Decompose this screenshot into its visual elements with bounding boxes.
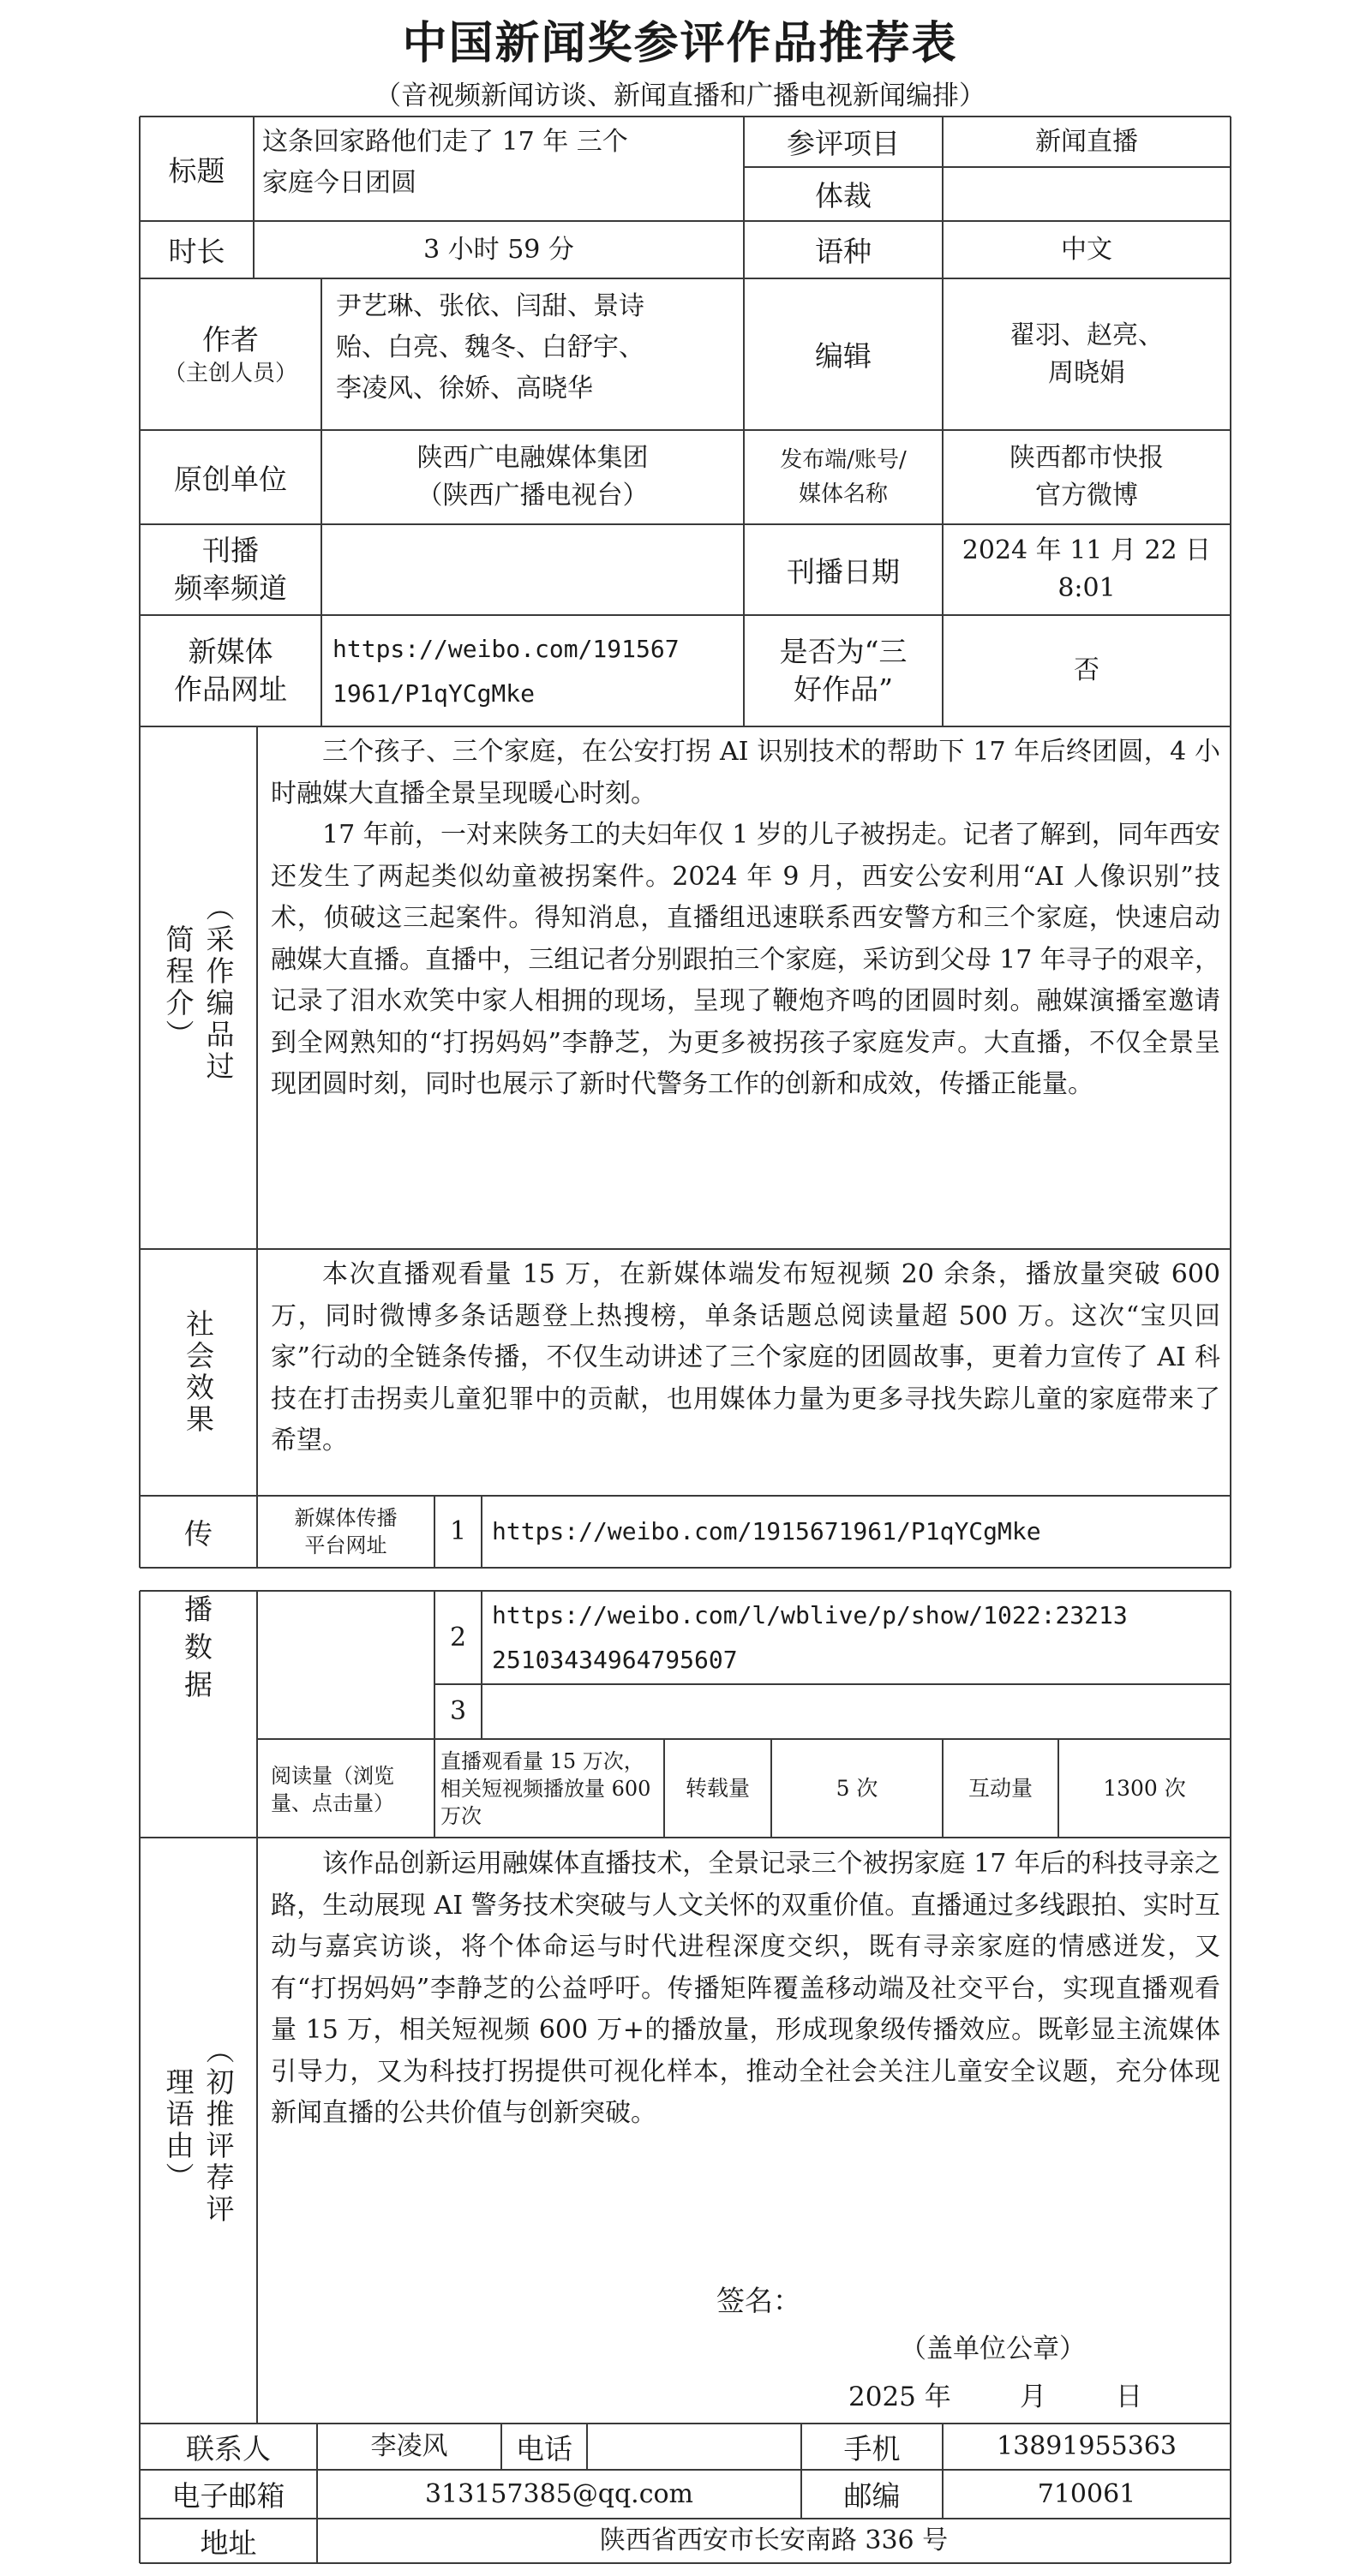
- authors-line2: 贻、白亮、魏冬、白舒宇、: [336, 332, 644, 362]
- process-paragraph-2: 17 年前，一对来陕务工的夫妇年仅 1 岁的儿子被拐走。记者了解到，同年西安还发生了两起类似幼童被拐案件。2024 年 9 月，西安公安利用“AI 人像识别”技术，侦破这三起案件。得知消息，直播组迅速联系西安警方和三个家庭，快速启动融媒大直播。直播中，三组记者分别跟拍三个家庭，采访到父母 17 年寻子的艰辛，记录了泪水欢笑中家人相拥的现场，呈现了鞭炮齐鸣的团圆时刻。融媒演播室邀请到全网熟知的“打拐妈妈”李静芝，为更多被拐孩子家庭发声。大直播，不仅全景呈现团圆时刻，同时也展示了新时代警务工作的创新和成效，传播正能量。: [271, 820, 1220, 1099]
- postcode-value: 710061: [1037, 2478, 1136, 2509]
- category-value: 新闻直播: [1035, 126, 1138, 157]
- spread-label-1: 传: [184, 1516, 213, 1551]
- spread-label-3: 数: [184, 1630, 213, 1664]
- author-label: 作者: [202, 322, 259, 356]
- postcode-label: 邮编: [843, 2479, 901, 2513]
- review-label: （初推评荐评理语由）: [161, 2035, 236, 2226]
- publisher-label: [744, 430, 943, 524]
- effect-label-cell: [140, 1249, 257, 1496]
- editors-line1: 翟羽、赵亮、: [1010, 320, 1164, 350]
- publisher-value: [943, 430, 1231, 524]
- spread-label-continued: [140, 1591, 257, 1838]
- contact-label: 联系人: [186, 2431, 271, 2465]
- phone-label: 电话: [516, 2431, 572, 2465]
- spread-label-4: 据: [184, 1668, 213, 1701]
- unit-line1: 陕西广电融媒体集团: [416, 443, 649, 473]
- effect-paragraph-1: 本次直播观看量 15 万，在新媒体端发布短视频 20 余条，播放量突破 600 万，同时微博多条话题登上热搜榜，单条话题总阅读量超 500 万。这次“宝贝回家”行动的全链条传播，不仅生动讲述了三个家庭的团圆故事，更着力宣传了 AI 科技在打击拐卖儿童犯罪中的贡献，也用媒体力量为更多寻找失踪儿童的家庭带来了希望。: [271, 1259, 1220, 1455]
- read-value: 直播观看量 15 万次，相关短视频播放量 600 万次: [440, 1749, 651, 1828]
- mobile-label: 手机: [843, 2431, 901, 2465]
- genre-label: 体裁: [815, 179, 872, 212]
- email-label: 电子邮箱: [171, 2479, 285, 2513]
- unit-label: 原创单位: [174, 462, 287, 496]
- channel-label: [140, 524, 321, 615]
- platform-label: [257, 1496, 434, 1568]
- review-paragraph-1: 该作品创新运用融媒体直播技术，全景记录三个被拐家庭 17 年后的科技寻亲之路，生动展现 AI 警务技术突破与人文关怀的双重价值。直播通过多线跟拍、实时互动与嘉宾访谈，将个体命运与时代进程深度交织，既有寻亲家庭的情感迸发，又有“打拐妈妈”李静芝的公益呼吁。传播矩阵覆盖移动端及社交平台，实现直播观看量 15 万，相关短视频 600 万+的播放量，形成现象级传播效应。既彰显主流媒体引导力，又为科技打拐提供可视化样本，推动全社会关注儿童安全议题，充分体现新闻直播的公共价值与创新突破。: [271, 1849, 1220, 2128]
- good-work-label-line1: 是否为“三: [779, 635, 908, 668]
- spread-label-2: 播: [184, 1593, 213, 1626]
- review-text: [271, 1844, 1220, 2272]
- good-work-label-line2: 好作品”: [794, 672, 893, 706]
- platform-3-url[interactable]: [492, 1684, 1229, 1739]
- review-label-cell: [140, 1838, 257, 2424]
- interact-value: 1300 次: [1103, 1775, 1186, 1801]
- repost-value: 5 次: [836, 1775, 878, 1801]
- editor-label: 编辑: [815, 339, 872, 373]
- process-paragraph-1: 三个孩子、三个家庭，在公安打拐 AI 识别技术的帮助下 17 年后终团圆，4 小时融媒大直播全景呈现暖心时刻。: [271, 737, 1220, 809]
- work-url-line1[interactable]: https://weibo.com/191567: [333, 635, 680, 663]
- channel-value: [321, 524, 744, 615]
- form-title: 中国新闻奖参评作品推荐表: [402, 17, 958, 69]
- platform-label-line1: 新媒体传播: [294, 1506, 398, 1530]
- signature-label: 签名：: [716, 2284, 801, 2317]
- good-work-label: [744, 615, 943, 726]
- platform-2-url[interactable]: [492, 1593, 1229, 1682]
- date-label: 刊播日期: [787, 554, 900, 589]
- good-work-value: 否: [1074, 655, 1099, 685]
- platform-label-line2: 平台网址: [304, 1533, 387, 1557]
- unit-value: [321, 430, 744, 524]
- work-url-line2[interactable]: 1961/P1qYCgMke: [333, 679, 536, 708]
- date-line2: 8:01: [1057, 573, 1116, 603]
- sign-date-day: 日: [1116, 2382, 1142, 2412]
- interact-label: 互动量: [968, 1775, 1033, 1801]
- platform-2-number: 2: [449, 1622, 467, 1653]
- repost-label: 转载量: [685, 1775, 750, 1801]
- email-value[interactable]: 313157385@qq.com: [424, 2478, 694, 2509]
- channel-label-line2: 频率频道: [174, 571, 287, 605]
- platform-1-url[interactable]: https://weibo.com/1915671961/P1qYCgMke: [492, 1517, 1041, 1545]
- address-value: 陕西省西安市长安南路 336 号: [599, 2525, 949, 2555]
- language-label: 语种: [815, 235, 872, 268]
- sign-date-year: 2025 年: [848, 2382, 951, 2412]
- phone-value: [587, 2424, 801, 2470]
- duration-label: 时长: [168, 235, 225, 268]
- category-label: 参评项目: [787, 127, 900, 160]
- address-label: 地址: [200, 2525, 257, 2560]
- effect-label: 社会效果: [182, 1309, 215, 1436]
- process-label: （采作编品过简程介）: [161, 893, 236, 1083]
- sign-date-month: 月: [1020, 2382, 1046, 2412]
- publisher-label-line2: 媒体名称: [798, 481, 888, 507]
- title-label: 标题: [168, 153, 225, 188]
- date-value: [943, 524, 1231, 615]
- unit-line2: （陕西广播电视台）: [416, 481, 649, 511]
- genre-value: [943, 167, 1231, 221]
- editors-value: [943, 278, 1231, 430]
- mobile-value: 13891955363: [997, 2431, 1177, 2461]
- stamp-label: （盖单位公章）: [900, 2334, 1086, 2364]
- read-label: 阅读量（浏览量、点击量）: [271, 1764, 394, 1815]
- title-value: [262, 122, 742, 216]
- editors-line2: 周晓娟: [1048, 357, 1125, 388]
- authors-value: [336, 286, 742, 427]
- contact-value: 李凌风: [370, 2431, 448, 2461]
- url-label: [140, 615, 321, 726]
- work-url[interactable]: [333, 627, 742, 721]
- url-label-line1: 新媒体: [188, 635, 273, 668]
- form-subtitle: （音视频新闻访谈、新闻直播和广播电视新闻编排）: [374, 81, 986, 111]
- platform-2-url-line1[interactable]: https://weibo.com/l/wblive/p/show/1022:23213: [492, 1601, 1128, 1629]
- platform-1-number: 1: [449, 1516, 467, 1546]
- authors-line1: 尹艺琳、张依、闫甜、景诗: [336, 291, 644, 321]
- channel-label-line1: 刊播: [202, 534, 259, 567]
- authors-line3: 李凌风、徐娇、高晓华: [336, 374, 593, 403]
- title-value-line1: 这条回家路他们走了 17 年 三个: [262, 127, 628, 157]
- publisher-line2: 官方微博: [1035, 481, 1138, 511]
- author-sub-label: （主创人员）: [163, 360, 297, 386]
- author-label-cell: [140, 278, 321, 430]
- publisher-label-line1: 发布端/账号/: [780, 447, 907, 473]
- title-value-line2: 家庭今日团圆: [262, 168, 416, 198]
- duration-value: 3 小时 59 分: [423, 234, 574, 265]
- process-label-cell: [140, 726, 257, 1249]
- effect-text: [271, 1254, 1220, 1494]
- process-text: [271, 732, 1220, 1246]
- url-label-line2: 作品网址: [174, 672, 287, 706]
- publisher-line1: 陕西都市快报: [1010, 443, 1164, 473]
- date-line1: 2024 年 11 月 22 日: [962, 535, 1212, 565]
- language-value: 中文: [1061, 234, 1112, 265]
- platform-3-number: 3: [449, 1696, 467, 1726]
- platform-2-url-line2[interactable]: 25103434964795607: [492, 1646, 738, 1674]
